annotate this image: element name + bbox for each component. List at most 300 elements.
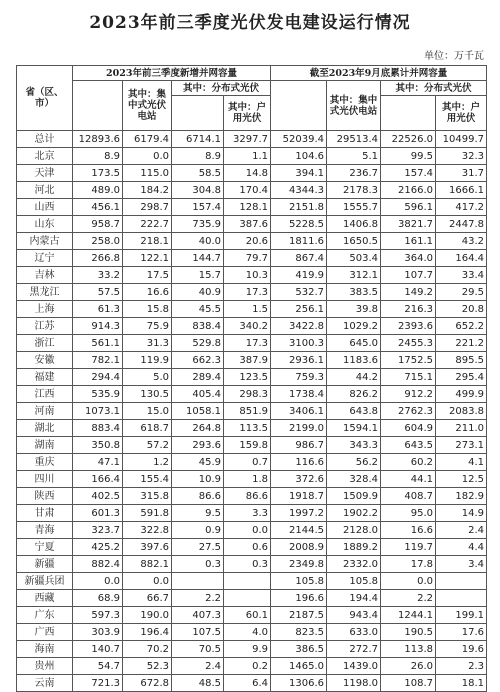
value-cell: 303.9 xyxy=(73,624,123,641)
table-row xyxy=(17,318,487,335)
value-cell: 315.8 xyxy=(123,488,172,505)
table-row xyxy=(17,335,487,352)
cumulative-capacity-header: 截至2023年9月底累计并网容量 xyxy=(271,66,487,81)
value-cell: 882.1 xyxy=(123,556,172,573)
value-cell: 43.2 xyxy=(436,233,487,250)
value-cell: 184.2 xyxy=(123,182,172,199)
value-cell: 397.6 xyxy=(123,539,172,556)
value-cell: 130.5 xyxy=(123,386,172,403)
value-cell: 5.1 xyxy=(327,148,381,165)
value-cell: 618.7 xyxy=(123,420,172,437)
value-cell: 161.1 xyxy=(381,233,436,250)
value-cell: 1306.6 xyxy=(271,675,327,692)
table-row xyxy=(17,573,487,590)
value-cell: 294.4 xyxy=(73,369,123,386)
region-cell: 河北 xyxy=(17,182,73,199)
value-cell: 1889.2 xyxy=(327,539,381,556)
value-cell: 1.2 xyxy=(123,454,172,471)
value-cell: 387.9 xyxy=(224,352,271,369)
value-cell: 166.4 xyxy=(73,471,123,488)
value-cell: 2762.3 xyxy=(381,403,436,420)
value-cell: 0.6 xyxy=(224,539,271,556)
value-cell: 715.1 xyxy=(381,369,436,386)
cum-household-header: 其中：户用光伏 xyxy=(436,96,487,131)
table-row xyxy=(17,199,487,216)
value-cell: 190.5 xyxy=(381,624,436,641)
value-cell: 31.3 xyxy=(123,335,172,352)
value-cell: 15.0 xyxy=(123,403,172,420)
value-cell xyxy=(436,590,487,607)
value-cell: 298.7 xyxy=(123,199,172,216)
value-cell: 182.9 xyxy=(436,488,487,505)
value-cell: 643.8 xyxy=(327,403,381,420)
value-cell: 328.4 xyxy=(327,471,381,488)
value-cell: 0.0 xyxy=(73,573,123,590)
region-cell: 吉林 xyxy=(17,267,73,284)
value-cell: 48.5 xyxy=(172,675,224,692)
value-cell: 0.9 xyxy=(172,522,224,539)
region-cell: 新疆兵团 xyxy=(17,573,73,590)
value-cell: 54.7 xyxy=(73,658,123,675)
value-cell: 56.2 xyxy=(327,454,381,471)
value-cell: 2.4 xyxy=(436,522,487,539)
value-cell: 1198.0 xyxy=(327,675,381,692)
region-cell: 天津 xyxy=(17,165,73,182)
value-cell: 12.5 xyxy=(436,471,487,488)
new-centralized-header: 其中：集中式光伏电站 xyxy=(123,81,172,131)
value-cell: 304.8 xyxy=(172,182,224,199)
value-cell: 0.2 xyxy=(224,658,271,675)
region-cell: 贵州 xyxy=(17,658,73,675)
value-cell: 155.4 xyxy=(123,471,172,488)
value-cell: 1465.0 xyxy=(271,658,327,675)
value-cell: 503.4 xyxy=(327,250,381,267)
value-cell xyxy=(224,573,271,590)
value-cell: 10.3 xyxy=(224,267,271,284)
region-cell: 云南 xyxy=(17,675,73,692)
region-cell: 宁夏 xyxy=(17,539,73,556)
value-cell: 9.9 xyxy=(224,641,271,658)
value-cell: 47.1 xyxy=(73,454,123,471)
value-cell: 1811.6 xyxy=(271,233,327,250)
table-row xyxy=(17,301,487,318)
value-cell: 312.1 xyxy=(327,267,381,284)
table-row xyxy=(17,267,487,284)
value-cell: 157.4 xyxy=(172,199,224,216)
value-cell: 1902.2 xyxy=(327,505,381,522)
value-cell: 986.7 xyxy=(271,437,327,454)
table-row xyxy=(17,369,487,386)
value-cell: 222.7 xyxy=(123,216,172,233)
value-cell: 107.5 xyxy=(172,624,224,641)
value-cell: 68.9 xyxy=(73,590,123,607)
value-cell: 40.0 xyxy=(172,233,224,250)
value-cell: 0.0 xyxy=(224,522,271,539)
value-cell: 1058.1 xyxy=(172,403,224,420)
value-cell: 2349.8 xyxy=(271,556,327,573)
value-cell: 61.3 xyxy=(73,301,123,318)
value-cell: 2.2 xyxy=(381,590,436,607)
table-row xyxy=(17,437,487,454)
value-cell: 95.0 xyxy=(381,505,436,522)
value-cell: 2.4 xyxy=(172,658,224,675)
table-row xyxy=(17,148,487,165)
value-cell: 293.6 xyxy=(172,437,224,454)
value-cell: 402.5 xyxy=(73,488,123,505)
region-cell: 浙江 xyxy=(17,335,73,352)
value-cell: 216.3 xyxy=(381,301,436,318)
value-cell: 128.1 xyxy=(224,199,271,216)
value-cell: 58.5 xyxy=(172,165,224,182)
table-row xyxy=(17,420,487,437)
value-cell: 60.1 xyxy=(224,607,271,624)
region-cell: 广西 xyxy=(17,624,73,641)
value-cell: 4.0 xyxy=(224,624,271,641)
table-row xyxy=(17,641,487,658)
value-cell xyxy=(224,590,271,607)
table-row xyxy=(17,454,487,471)
value-cell: 405.4 xyxy=(172,386,224,403)
value-cell: 66.7 xyxy=(123,590,172,607)
value-cell: 149.2 xyxy=(381,284,436,301)
region-cell: 青海 xyxy=(17,522,73,539)
value-cell: 672.8 xyxy=(123,675,172,692)
value-cell: 107.7 xyxy=(381,267,436,284)
value-cell: 1439.0 xyxy=(327,658,381,675)
value-cell: 29.5 xyxy=(436,284,487,301)
value-cell: 8.9 xyxy=(172,148,224,165)
value-cell: 596.1 xyxy=(381,199,436,216)
region-cell: 山东 xyxy=(17,216,73,233)
value-cell: 159.8 xyxy=(224,437,271,454)
value-cell: 322.8 xyxy=(123,522,172,539)
value-cell: 535.9 xyxy=(73,386,123,403)
value-cell: 838.4 xyxy=(172,318,224,335)
value-cell: 86.6 xyxy=(224,488,271,505)
table-row xyxy=(17,590,487,607)
table-row xyxy=(17,250,487,267)
value-cell: 57.2 xyxy=(123,437,172,454)
table-row xyxy=(17,607,487,624)
value-cell: 14.9 xyxy=(436,505,487,522)
value-cell: 1183.6 xyxy=(327,352,381,369)
value-cell: 386.5 xyxy=(271,641,327,658)
value-cell: 419.9 xyxy=(271,267,327,284)
value-cell: 425.2 xyxy=(73,539,123,556)
value-cell: 113.8 xyxy=(381,641,436,658)
value-cell: 119.9 xyxy=(123,352,172,369)
value-cell: 323.7 xyxy=(73,522,123,539)
value-cell: 3821.7 xyxy=(381,216,436,233)
value-cell: 45.5 xyxy=(172,301,224,318)
value-cell: 116.6 xyxy=(271,454,327,471)
value-cell: 591.8 xyxy=(123,505,172,522)
value-cell: 372.6 xyxy=(271,471,327,488)
value-cell: 958.7 xyxy=(73,216,123,233)
region-cell: 山西 xyxy=(17,199,73,216)
value-cell: 383.5 xyxy=(327,284,381,301)
value-cell: 2128.0 xyxy=(327,522,381,539)
region-cell: 四川 xyxy=(17,471,73,488)
value-cell: 15.7 xyxy=(172,267,224,284)
value-cell: 0.0 xyxy=(123,148,172,165)
value-cell: 17.8 xyxy=(381,556,436,573)
table-row xyxy=(17,505,487,522)
value-cell: 264.8 xyxy=(172,420,224,437)
table-row xyxy=(17,522,487,539)
value-cell: 456.1 xyxy=(73,199,123,216)
value-cell: 17.5 xyxy=(123,267,172,284)
value-cell: 652.2 xyxy=(436,318,487,335)
value-cell: 2455.3 xyxy=(381,335,436,352)
value-cell: 1029.2 xyxy=(327,318,381,335)
value-cell: 0.7 xyxy=(224,454,271,471)
value-cell: 2083.8 xyxy=(436,403,487,420)
value-cell: 0.3 xyxy=(172,556,224,573)
value-cell: 2187.5 xyxy=(271,607,327,624)
table-row xyxy=(17,488,487,505)
value-cell: 108.7 xyxy=(381,675,436,692)
value-cell: 14.8 xyxy=(224,165,271,182)
value-cell: 236.7 xyxy=(327,165,381,182)
region-cell: 广东 xyxy=(17,607,73,624)
value-cell: 123.5 xyxy=(224,369,271,386)
value-cell: 1997.2 xyxy=(271,505,327,522)
value-cell: 1650.5 xyxy=(327,233,381,250)
value-cell: 57.5 xyxy=(73,284,123,301)
value-cell: 3.3 xyxy=(224,505,271,522)
value-cell: 40.9 xyxy=(172,284,224,301)
value-cell: 408.7 xyxy=(381,488,436,505)
region-cell: 新疆 xyxy=(17,556,73,573)
value-cell: 2936.1 xyxy=(271,352,327,369)
value-cell: 173.5 xyxy=(73,165,123,182)
table-row xyxy=(17,233,487,250)
cum-distributed-subheader xyxy=(381,96,436,131)
value-cell: 417.2 xyxy=(436,199,487,216)
value-cell: 350.8 xyxy=(73,437,123,454)
new-distributed-header: 其中：分布式光伏 xyxy=(172,81,271,96)
region-cell: 重庆 xyxy=(17,454,73,471)
value-cell: 1594.1 xyxy=(327,420,381,437)
capacity-table xyxy=(16,65,487,692)
value-cell: 394.1 xyxy=(271,165,327,182)
value-cell: 12893.6 xyxy=(73,131,123,148)
value-cell: 119.7 xyxy=(381,539,436,556)
value-cell: 645.0 xyxy=(327,335,381,352)
value-cell: 3100.3 xyxy=(271,335,327,352)
value-cell: 3297.7 xyxy=(224,131,271,148)
value-cell: 31.7 xyxy=(436,165,487,182)
value-cell: 1555.7 xyxy=(327,199,381,216)
value-cell: 211.0 xyxy=(436,420,487,437)
region-header: 省（区、市） xyxy=(17,66,73,131)
value-cell: 6.4 xyxy=(224,675,271,692)
value-cell: 1666.1 xyxy=(436,182,487,199)
value-cell: 19.6 xyxy=(436,641,487,658)
value-cell: 914.3 xyxy=(73,318,123,335)
value-cell: 4.1 xyxy=(436,454,487,471)
region-cell: 海南 xyxy=(17,641,73,658)
value-cell: 10.9 xyxy=(172,471,224,488)
value-cell: 122.1 xyxy=(123,250,172,267)
value-cell: 1073.1 xyxy=(73,403,123,420)
value-cell: 2199.0 xyxy=(271,420,327,437)
value-cell: 759.3 xyxy=(271,369,327,386)
cum-total-header xyxy=(271,81,327,131)
value-cell: 190.0 xyxy=(123,607,172,624)
value-cell xyxy=(436,573,487,590)
value-cell: 1.1 xyxy=(224,148,271,165)
value-cell: 115.0 xyxy=(123,165,172,182)
value-cell: 735.9 xyxy=(172,216,224,233)
value-cell: 27.5 xyxy=(172,539,224,556)
value-cell: 194.4 xyxy=(327,590,381,607)
new-total-header xyxy=(73,81,123,131)
value-cell: 60.2 xyxy=(381,454,436,471)
value-cell: 10499.7 xyxy=(436,131,487,148)
table-row xyxy=(17,539,487,556)
value-cell: 489.0 xyxy=(73,182,123,199)
value-cell: 15.8 xyxy=(123,301,172,318)
table-row xyxy=(17,352,487,369)
value-cell: 170.4 xyxy=(224,182,271,199)
value-cell: 5228.5 xyxy=(271,216,327,233)
region-cell: 西藏 xyxy=(17,590,73,607)
value-cell: 2.2 xyxy=(172,590,224,607)
value-cell: 6714.1 xyxy=(172,131,224,148)
region-cell: 甘肃 xyxy=(17,505,73,522)
value-cell: 113.5 xyxy=(224,420,271,437)
value-cell: 883.4 xyxy=(73,420,123,437)
value-cell: 2144.5 xyxy=(271,522,327,539)
value-cell: 104.6 xyxy=(271,148,327,165)
value-cell: 32.3 xyxy=(436,148,487,165)
value-cell: 3.4 xyxy=(436,556,487,573)
value-cell: 2.3 xyxy=(436,658,487,675)
value-cell: 643.5 xyxy=(381,437,436,454)
region-cell: 安徽 xyxy=(17,352,73,369)
table-row xyxy=(17,182,487,199)
value-cell: 823.5 xyxy=(271,624,327,641)
table-row xyxy=(17,675,487,692)
value-cell: 272.7 xyxy=(327,641,381,658)
value-cell: 597.3 xyxy=(73,607,123,624)
value-cell: 39.8 xyxy=(327,301,381,318)
region-cell: 黑龙江 xyxy=(17,284,73,301)
value-cell: 3422.8 xyxy=(271,318,327,335)
region-cell: 上海 xyxy=(17,301,73,318)
new-household-header: 其中：户用光伏 xyxy=(224,96,271,131)
value-cell: 273.1 xyxy=(436,437,487,454)
new-capacity-header: 2023年前三季度新增并网容量 xyxy=(73,66,271,81)
value-cell: 4344.3 xyxy=(271,182,327,199)
value-cell: 45.9 xyxy=(172,454,224,471)
region-cell: 湖北 xyxy=(17,420,73,437)
table-row xyxy=(17,284,487,301)
value-cell xyxy=(172,573,224,590)
value-cell: 29513.4 xyxy=(327,131,381,148)
region-cell: 湖南 xyxy=(17,437,73,454)
value-cell: 20.6 xyxy=(224,233,271,250)
value-cell: 387.6 xyxy=(224,216,271,233)
value-cell: 20.8 xyxy=(436,301,487,318)
region-cell: 辽宁 xyxy=(17,250,73,267)
value-cell: 144.7 xyxy=(172,250,224,267)
value-cell: 2393.6 xyxy=(381,318,436,335)
table-row xyxy=(17,624,487,641)
value-cell: 882.4 xyxy=(73,556,123,573)
value-cell: 633.0 xyxy=(327,624,381,641)
value-cell: 1406.8 xyxy=(327,216,381,233)
value-cell: 364.0 xyxy=(381,250,436,267)
table-row xyxy=(17,216,487,233)
value-cell: 532.7 xyxy=(271,284,327,301)
value-cell: 17.3 xyxy=(224,284,271,301)
value-cell: 26.0 xyxy=(381,658,436,675)
value-cell: 943.4 xyxy=(327,607,381,624)
value-cell: 157.4 xyxy=(381,165,436,182)
value-cell: 2447.8 xyxy=(436,216,487,233)
value-cell: 851.9 xyxy=(224,403,271,420)
value-cell: 4.4 xyxy=(436,539,487,556)
value-cell: 70.5 xyxy=(172,641,224,658)
value-cell: 1509.9 xyxy=(327,488,381,505)
value-cell: 662.3 xyxy=(172,352,224,369)
table-row xyxy=(17,386,487,403)
value-cell: 2151.8 xyxy=(271,199,327,216)
region-cell: 陕西 xyxy=(17,488,73,505)
region-cell: 福建 xyxy=(17,369,73,386)
value-cell: 604.9 xyxy=(381,420,436,437)
value-cell: 218.1 xyxy=(123,233,172,250)
value-cell: 0.0 xyxy=(381,573,436,590)
value-cell: 18.1 xyxy=(436,675,487,692)
value-cell: 70.2 xyxy=(123,641,172,658)
value-cell: 17.6 xyxy=(436,624,487,641)
value-cell: 298.3 xyxy=(224,386,271,403)
table-row xyxy=(17,131,487,148)
value-cell: 1.5 xyxy=(224,301,271,318)
value-cell: 499.9 xyxy=(436,386,487,403)
value-cell: 826.2 xyxy=(327,386,381,403)
region-cell: 河南 xyxy=(17,403,73,420)
unit-label: 单位：万千瓦 xyxy=(424,51,484,62)
value-cell: 164.4 xyxy=(436,250,487,267)
value-cell: 289.4 xyxy=(172,369,224,386)
value-cell: 2166.0 xyxy=(381,182,436,199)
table-row xyxy=(17,403,487,420)
value-cell: 3406.1 xyxy=(271,403,327,420)
table-row xyxy=(17,471,487,488)
value-cell: 529.8 xyxy=(172,335,224,352)
value-cell: 99.5 xyxy=(381,148,436,165)
cum-distributed-header: 其中：分布式光伏 xyxy=(381,81,487,96)
value-cell: 140.7 xyxy=(73,641,123,658)
value-cell: 340.2 xyxy=(224,318,271,335)
value-cell: 105.8 xyxy=(327,573,381,590)
value-cell: 199.1 xyxy=(436,607,487,624)
value-cell: 1244.1 xyxy=(381,607,436,624)
table-row xyxy=(17,556,487,573)
value-cell: 33.4 xyxy=(436,267,487,284)
value-cell: 867.4 xyxy=(271,250,327,267)
value-cell: 5.0 xyxy=(123,369,172,386)
value-cell: 2178.3 xyxy=(327,182,381,199)
value-cell: 8.9 xyxy=(73,148,123,165)
value-cell: 1738.4 xyxy=(271,386,327,403)
value-cell: 0.0 xyxy=(123,573,172,590)
